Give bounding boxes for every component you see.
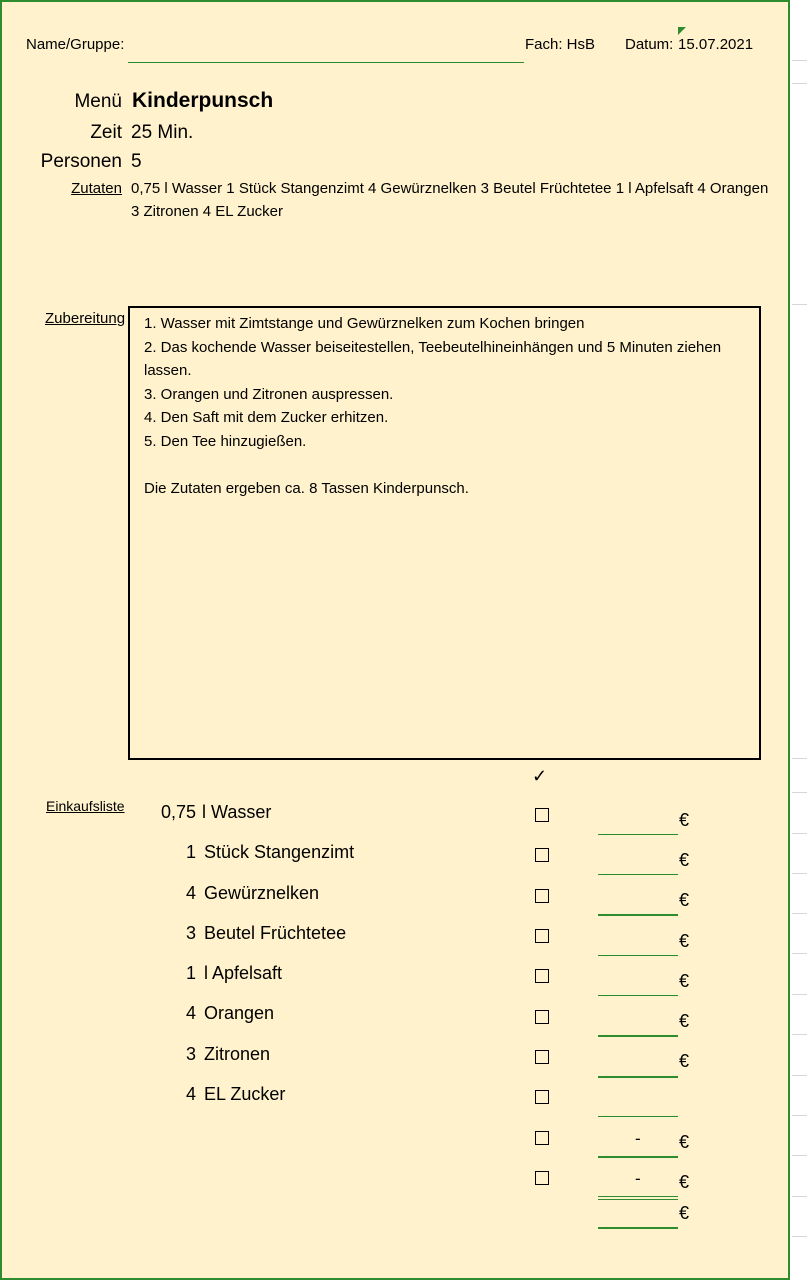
preparation-label: Zubereitung: [45, 310, 126, 327]
item-checkbox[interactable]: [535, 1090, 549, 1104]
ingredients-line-2[interactable]: 3 Zitronen 4 EL Zucker: [131, 203, 284, 220]
euro-sign: €: [679, 850, 690, 870]
euro-sign: €: [679, 890, 690, 910]
subject-label: Fach: HsB: [525, 36, 596, 53]
item-qty: 4: [185, 1084, 196, 1104]
item-name: Orangen: [204, 1003, 275, 1023]
time-label: Zeit: [90, 122, 122, 143]
total-price-line[interactable]: [598, 1227, 678, 1229]
gridline: [792, 1236, 807, 1237]
euro-sign: €: [679, 1132, 690, 1152]
gridline: [792, 913, 807, 914]
item-checkbox[interactable]: [535, 1010, 549, 1024]
gridline: [792, 1075, 807, 1076]
preparation-line: 3. Orangen und Zitronen auspressen.: [144, 385, 394, 403]
item-checkbox[interactable]: [535, 848, 549, 862]
persons-value[interactable]: 5: [131, 151, 142, 172]
item-checkbox[interactable]: [535, 1050, 549, 1064]
ingredients-label: Zutaten: [71, 180, 122, 197]
price-input-line[interactable]: [598, 914, 678, 916]
menu-label: Menü: [74, 91, 122, 112]
gridline: [792, 758, 807, 759]
item-name: l Apfelsaft: [204, 963, 283, 983]
preparation-line: 1. Wasser mit Zimtstange und Gewürznelken zum Kochen bringen: [144, 315, 585, 332]
preparation-line: Die Zutaten ergeben ca. 8 Tassen Kinderpunsch.: [144, 479, 469, 497]
gridline: [792, 873, 807, 874]
item-checkbox[interactable]: [535, 808, 549, 822]
item-qty: 0,75: [160, 802, 196, 822]
name-group-input-line[interactable]: [128, 62, 524, 63]
gridline: [792, 833, 807, 834]
gridline: [792, 953, 807, 954]
euro-sign: €: [679, 1011, 690, 1031]
extra-price-value: -: [635, 1169, 641, 1188]
gridline: [792, 994, 807, 995]
preparation-line: 4. Den Saft mit dem Zucker erhitzen.: [144, 409, 389, 426]
extra-price-value: -: [635, 1129, 641, 1148]
gridline: [792, 1034, 807, 1035]
price-input-line[interactable]: [598, 955, 678, 956]
item-name: EL Zucker: [204, 1084, 286, 1104]
gridline: [792, 1196, 807, 1197]
price-input-line[interactable]: [598, 1156, 678, 1158]
name-group-label: Name/Gruppe:: [26, 36, 125, 53]
persons-label: Personen: [40, 151, 122, 172]
menu-value[interactable]: Kinderpunsch: [132, 89, 274, 112]
euro-sign: €: [679, 971, 690, 991]
item-checkbox[interactable]: [535, 929, 549, 943]
euro-sign: €: [679, 931, 690, 951]
preparation-textbox[interactable]: [128, 306, 761, 760]
ingredients-line-1[interactable]: 0,75 l Wasser 1 Stück Stangenzimt 4 Gewürznelken 3 Beutel Früchtetee 1 l Apfelsaft 4 Orangen: [131, 180, 769, 197]
time-value[interactable]: 25 Min.: [131, 122, 194, 143]
item-name: Beutel Früchtetee: [204, 923, 347, 943]
gridline: [792, 83, 807, 84]
item-name: l Wasser: [202, 802, 272, 822]
gridline: [792, 60, 807, 61]
gridline: [792, 1115, 807, 1116]
gridline: [792, 1155, 807, 1156]
item-name: Zitronen: [204, 1044, 271, 1064]
date-label: Datum:: [625, 36, 674, 53]
checkmark-icon: ✓: [532, 766, 548, 786]
gridline: [792, 304, 807, 305]
preparation-line: 2. Das kochende Wasser beiseitestellen, Teebeutelhineinhängen und 5 Minuten ziehen: [144, 338, 722, 356]
preparation-line: 5. Den Tee hinzugießen.: [144, 432, 307, 450]
item-qty: 4: [185, 883, 196, 903]
euro-sign: €: [679, 1203, 690, 1223]
price-input-line[interactable]: [598, 995, 678, 996]
gridline: [792, 792, 807, 793]
euro-sign: €: [679, 810, 690, 830]
item-name: Gewürznelken: [204, 883, 320, 903]
euro-sign: €: [679, 1172, 690, 1192]
price-input-line[interactable]: [598, 1116, 678, 1117]
euro-sign: €: [679, 1051, 690, 1071]
comment-indicator-icon[interactable]: [678, 27, 686, 35]
extra-checkbox[interactable]: [535, 1171, 549, 1185]
item-qty: 1: [185, 963, 196, 983]
price-input-line[interactable]: [598, 834, 678, 835]
price-double-line-top: [598, 1196, 678, 1197]
price-double-line-bottom: [598, 1199, 678, 1200]
item-qty: 3: [185, 1044, 196, 1064]
preparation-line: lassen.: [144, 362, 192, 379]
item-qty: 3: [185, 923, 196, 943]
price-input-line[interactable]: [598, 1035, 678, 1037]
item-checkbox[interactable]: [535, 969, 549, 983]
item-qty: 1: [185, 842, 196, 862]
price-input-line[interactable]: [598, 1076, 678, 1078]
item-name: Stück Stangenzimt: [204, 842, 355, 862]
item-qty: 4: [185, 1003, 196, 1023]
date-value[interactable]: 15.07.2021: [678, 36, 754, 53]
shopping-list-label: Einkaufsliste: [46, 798, 125, 814]
sheet-gutter: [792, 0, 807, 1284]
item-checkbox[interactable]: [535, 889, 549, 903]
price-input-line[interactable]: [598, 874, 678, 875]
preparation-line: [144, 453, 745, 477]
extra-checkbox[interactable]: [535, 1131, 549, 1145]
